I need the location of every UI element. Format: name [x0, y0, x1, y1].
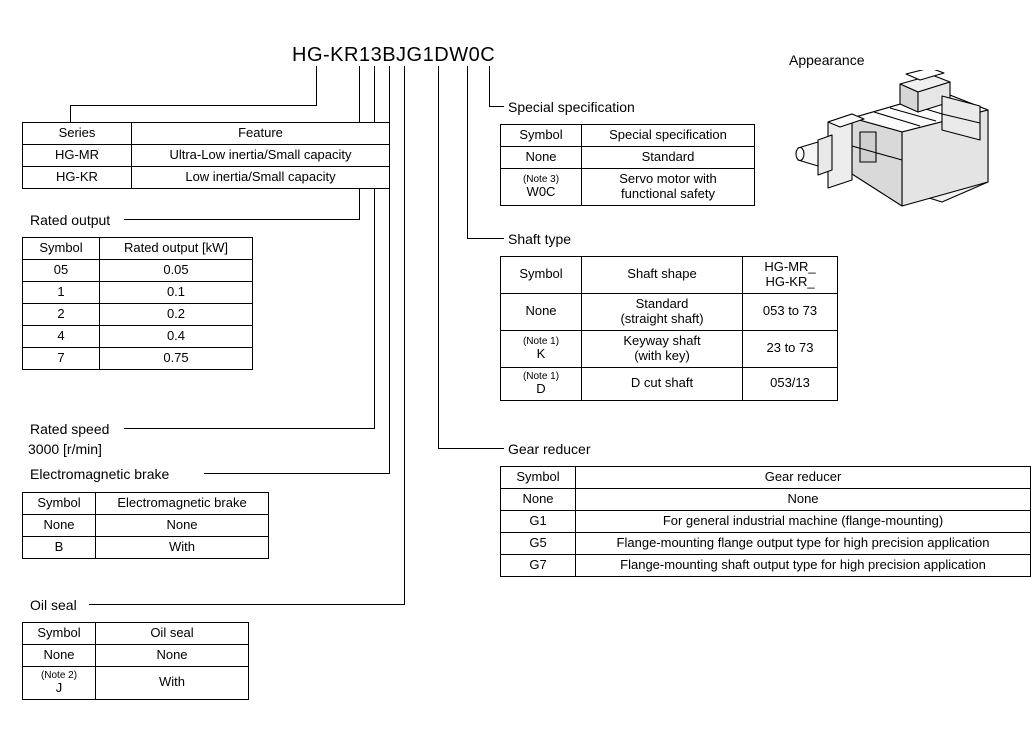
leader-series-h: [70, 105, 317, 106]
oil-seal-row-1-symbol-text: J: [55, 679, 63, 695]
shaft-header-symbol: Symbol: [501, 257, 582, 294]
gear-row-2-value: Flange-mounting flange output type for high precision application: [576, 532, 1031, 554]
shaft-row-0-symbol: None: [501, 293, 582, 330]
leader-oil-seal-h: [89, 604, 405, 605]
table-row: [23, 536, 269, 558]
gear-row-1-value: For general industrial machine (flange-mounting): [576, 510, 1031, 532]
shaft-row-1-symbol-text: K: [536, 345, 546, 361]
rated-output-row-1-symbol: 1: [23, 281, 100, 303]
oil-seal-header-value: Oil seal: [96, 623, 249, 645]
shaft-row-2-model: 053/13: [743, 367, 838, 400]
series-table: [22, 122, 390, 189]
gear-reducer-caption: Gear reducer: [504, 441, 594, 457]
model-code-special-spec: W0C: [449, 44, 496, 66]
table-row: [23, 303, 253, 325]
shaft-header-model: HG-MR_ HG-KR_: [743, 257, 838, 294]
table-row: [501, 330, 838, 367]
rated-output-table-wrap: [22, 237, 253, 370]
model-code-rated-output: 1: [358, 44, 371, 66]
gear-reducer-table-wrap: [500, 466, 1031, 577]
gear-row-3-symbol: G7: [501, 554, 576, 576]
leader-rated-output-h: [124, 219, 360, 220]
table-header-row: [501, 125, 755, 147]
electromagnetic-brake-table-wrap: [22, 492, 269, 559]
leader-shaft-h: [467, 238, 504, 239]
table-row: [501, 554, 1031, 576]
special-header-symbol: Symbol: [501, 125, 582, 147]
gear-header-symbol: Symbol: [501, 467, 576, 489]
special-row-0-value: Standard: [582, 146, 755, 168]
table-header-row: [501, 467, 1031, 489]
gear-row-2-symbol: G5: [501, 532, 576, 554]
rated-output-row-3-value: 0.4: [100, 325, 253, 347]
electromagnetic-brake-caption: Electromagnetic brake: [26, 466, 173, 482]
leader-series-v2: [70, 105, 71, 122]
model-code-rated-speed: 3: [370, 44, 383, 66]
brake-row-1-symbol: B: [23, 536, 96, 558]
special-specification-table: [500, 124, 755, 206]
shaft-header-shape: Shaft shape: [582, 257, 743, 294]
series-row-1-symbol: HG-KR: [23, 166, 132, 188]
shaft-row-0-shape: Standard (straight shaft): [582, 293, 743, 330]
leader-shaft-v: [467, 66, 468, 238]
table-header-row: [23, 623, 249, 645]
shaft-note-1-b: (Note 1): [522, 370, 560, 382]
special-row-1-value: Servo motor with functional safety: [582, 168, 755, 205]
table-row: [23, 144, 390, 166]
table-row: [23, 259, 253, 281]
oil-seal-row-0-symbol: None: [23, 644, 96, 666]
special-header-value: Special specification: [582, 125, 755, 147]
leader-special-h: [489, 106, 504, 107]
shaft-type-table-wrap: [500, 256, 838, 401]
oil-seal-row-1-value: With: [96, 666, 249, 699]
rated-output-row-0-symbol: 05: [23, 259, 100, 281]
rated-output-table: [22, 237, 253, 370]
leader-gear-v: [438, 66, 439, 448]
brake-header-symbol: Symbol: [23, 493, 96, 515]
shaft-type-table: [500, 256, 838, 401]
series-table-wrap: [22, 122, 390, 189]
table-row: [501, 293, 838, 330]
brake-row-1-value: With: [96, 536, 269, 558]
table-row: [501, 367, 838, 400]
special-row-0-symbol: None: [501, 146, 582, 168]
leader-oil-seal-v: [404, 66, 405, 604]
oil-seal-table-wrap: [22, 622, 249, 700]
shaft-row-2-symbol: [501, 367, 582, 400]
shaft-row-2-symbol-text: D: [536, 380, 546, 396]
shaft-row-0-model: 053 to 73: [743, 293, 838, 330]
rated-output-row-4-value: 0.75: [100, 347, 253, 369]
table-row: [23, 347, 253, 369]
model-code-oil-seal: J: [396, 44, 407, 66]
brake-header-value: Electromagnetic brake: [96, 493, 269, 515]
rated-output-row-3-symbol: 4: [23, 325, 100, 347]
rated-output-caption: Rated output: [26, 212, 114, 228]
gear-header-value: Gear reducer: [576, 467, 1031, 489]
rated-output-row-1-value: 0.1: [100, 281, 253, 303]
table-row: [501, 488, 1031, 510]
shaft-row-2-shape: D cut shaft: [582, 367, 743, 400]
rated-output-row-2-symbol: 2: [23, 303, 100, 325]
special-note-3: (Note 3): [522, 173, 560, 185]
leader-rated-speed-v: [374, 66, 375, 428]
appearance-label: Appearance: [789, 52, 865, 68]
oil-seal-header-symbol: Symbol: [23, 623, 96, 645]
brake-row-0-symbol: None: [23, 514, 96, 536]
gear-row-1-symbol: G1: [501, 510, 576, 532]
leader-brake-h: [204, 473, 390, 474]
model-code-brake: B: [382, 44, 397, 66]
table-row: [501, 510, 1031, 532]
oil-seal-note-2: (Note 2): [40, 669, 78, 681]
table-header-row: [23, 123, 390, 145]
shaft-row-1-symbol: [501, 330, 582, 367]
rated-output-row-4-symbol: 7: [23, 347, 100, 369]
oil-seal-row-0-value: None: [96, 644, 249, 666]
table-header-row: [501, 257, 838, 294]
gear-row-0-symbol: None: [501, 488, 576, 510]
leader-special-v: [489, 66, 490, 106]
table-row: [501, 168, 755, 205]
table-row: [501, 146, 755, 168]
rated-output-row-0-value: 0.05: [100, 259, 253, 281]
special-specification-caption: Special specification: [504, 99, 639, 115]
model-code-gear-reducer: G1: [406, 44, 435, 66]
table-row: [23, 644, 249, 666]
shaft-row-1-model: 23 to 73: [743, 330, 838, 367]
shaft-type-caption: Shaft type: [504, 231, 575, 247]
rated-output-row-2-value: 0.2: [100, 303, 253, 325]
servo-motor-illustration-icon: [792, 70, 1002, 220]
leader-rated-speed-h: [124, 428, 375, 429]
table-row: [23, 281, 253, 303]
model-code: [292, 44, 495, 67]
model-code-shaft-type: D: [434, 44, 450, 66]
model-code-series: HG-KR: [292, 44, 359, 66]
table-row: [23, 666, 249, 699]
special-row-1-symbol: [501, 168, 582, 205]
shaft-note-1-a: (Note 1): [522, 335, 560, 347]
gear-row-0-value: None: [576, 488, 1031, 510]
table-header-row: [23, 238, 253, 260]
table-row: [23, 514, 269, 536]
table-row: [23, 325, 253, 347]
rated-speed-caption: Rated speed: [26, 421, 113, 437]
rated-speed-value: 3000 [r/min]: [28, 441, 102, 457]
leader-gear-h: [438, 448, 504, 449]
series-header-symbol: Series: [23, 123, 132, 145]
gear-row-3-value: Flange-mounting shaft output type for high precision application: [576, 554, 1031, 576]
oil-seal-caption: Oil seal: [26, 597, 81, 613]
table-row: [501, 532, 1031, 554]
leader-series-v1: [316, 66, 317, 105]
brake-row-0-value: None: [96, 514, 269, 536]
table-row: [23, 166, 390, 188]
series-row-1-feature: Low inertia/Small capacity: [132, 166, 390, 188]
special-specification-table-wrap: [500, 124, 755, 206]
gear-reducer-table: [500, 466, 1031, 577]
electromagnetic-brake-table: [22, 492, 269, 559]
shaft-row-1-shape: Keyway shaft (with key): [582, 330, 743, 367]
rated-output-header-value: Rated output [kW]: [100, 238, 253, 260]
special-row-1-symbol-text: W0C: [526, 183, 556, 199]
oil-seal-row-1-symbol: [23, 666, 96, 699]
series-row-0-feature: Ultra-Low inertia/Small capacity: [132, 144, 390, 166]
series-header-feature: Feature: [132, 123, 390, 145]
table-header-row: [23, 493, 269, 515]
rated-output-header-symbol: Symbol: [23, 238, 100, 260]
series-row-0-symbol: HG-MR: [23, 144, 132, 166]
oil-seal-table: [22, 622, 249, 700]
